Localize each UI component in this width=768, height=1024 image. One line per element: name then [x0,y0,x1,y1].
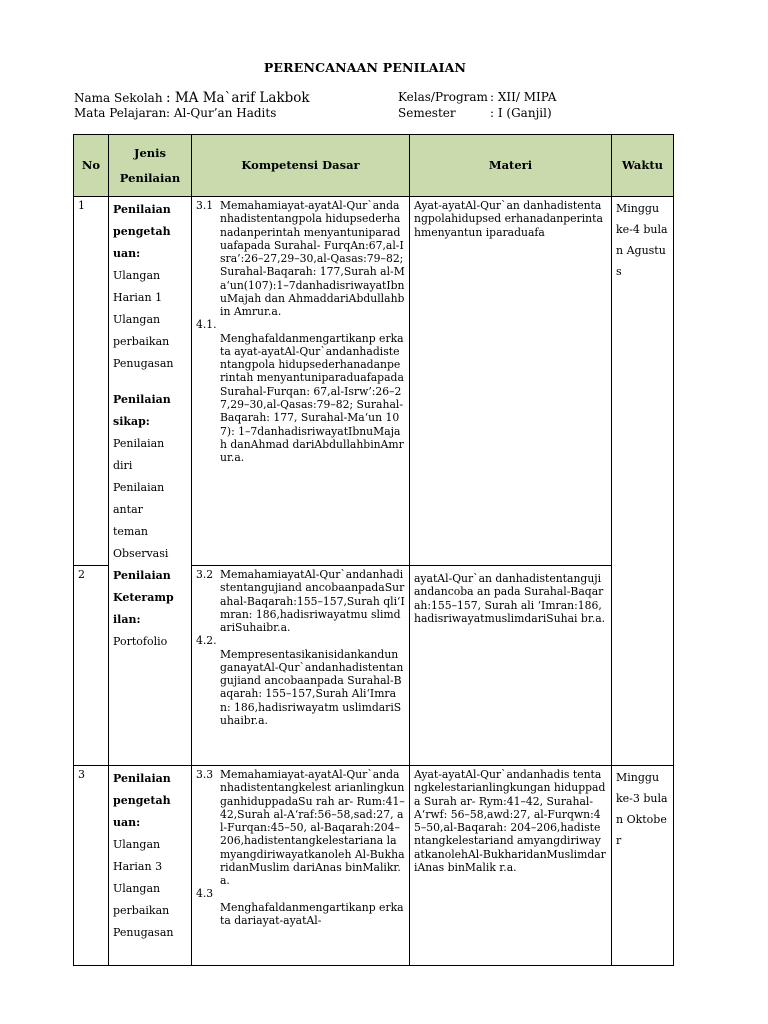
materi-cell: ayatAl-Qur`an danhadistentangujiandancoba an pada Surahal-Baqarah:155–157, Surah ali ‘Imran:186, hadisriwayatmuslimdariSuhai br.a. [410,566,612,766]
kd-text: Menghafaldanmengartikanp erkata ayat-ayatAl-Qur`andanhadistentangpola hidupsederhanadanperintah menyantuniparaduafapada Surahal-Furqan: 67,al-Isrw’:26–27,29–30,al-Qasas:79–82; Surahal-Baqarah: 177, Surahal-Ma‘un 107): 1–7danhadisriwayatIbnuMajah danAhmad dariAbdullahbinAmrur.a. [220,331,404,465]
jenis-line: diri [113,459,133,472]
table-row [74,766,674,966]
kelas-label: Kelas/Program [398,90,488,104]
jenis-line: uan: [113,816,141,829]
jenis-line: Ulangan [113,313,161,326]
semester-value: : I (Ganjil) [490,106,552,120]
nama-sekolah-label: Nama Sekolah [74,91,163,105]
jenis-line: Ulangan [113,882,161,895]
jenis-line: Portofolio [113,635,168,648]
assessment-table [73,134,674,966]
kd-text: Memahamiayat-ayatAl-Qur`andanhadistentangkelest arianlingkunganhiduppadaSu rah ar- Rum:41–42,Surah al-A‘raf:56–58,sad:27, al-Furqan:45–50, al-Baqarah:204–206,hadistentangkelestariana lamyangdiriwayatkanoleh Al-BukharidanMuslim dariAnas binMalikr.a. [220,768,405,888]
kd-number: 3.3 [196,768,214,781]
jenis-line: Ulangan [113,838,161,851]
jenis-line: ilan: [113,613,141,626]
row-number: 1 [74,197,109,566]
kompetensi-dasar-cell [192,766,410,966]
table-header-row [74,135,674,197]
kompetensi-dasar-cell [192,566,410,766]
header-waktu: Waktu [612,135,674,197]
nama-sekolah-value: : MA Ma`arif Lakbok [166,90,310,106]
jenis-line: Penilaian [113,481,165,494]
jenis-line: uan: [113,247,141,260]
jenis-line: Keteramp [113,591,174,604]
document-title: PERENCANAAN PENILAIAN [263,60,467,75]
mata-pelajaran-value: : Al-Qur’an Hadits [166,106,277,120]
header-no: No [74,135,109,197]
kd-text: Menghafaldanmengartikanp erkata dariayat-ayatAl- [220,900,404,927]
jenis-line: perbaikan [113,335,170,348]
kd-number: 4.2. [196,634,217,648]
kelas-value: : XII/ MIPA [490,90,557,104]
jenis-line: Penilaian [113,393,171,406]
jenis-line: Harian 3 [113,860,163,873]
table-row [74,197,674,566]
row-number: 2 [74,566,109,766]
jenis-line: teman [113,525,149,538]
jenis-penilaian-cell [109,197,192,766]
jenis-line: sikap: [113,415,150,428]
kd-text: MempresentasikanisidankandunganayatAl-Qur`andanhadistentangujiand ancobaanpada Surahal-Baqarah: 155–157,Surah Ali‘Imran: 186,hadisriwayatm uslimdariSuhaibr.a. [220,647,404,727]
kelas-row [398,90,556,104]
semester-label: Semester [398,106,456,120]
jenis-line: Penilaian [113,772,171,785]
jenis-line: Penugasan [113,926,174,939]
kd-number: 4.1. [196,318,217,332]
jenis-line: Penugasan [113,357,174,370]
kd-number: 3.1 [196,199,214,212]
mata-pelajaran-label: Mata Pelajaran [74,106,167,120]
kompetensi-dasar-cell [192,197,410,566]
nama-sekolah-row [74,90,310,106]
header-kompetensi-dasar: Kompetensi Dasar [192,135,410,197]
waktu-cell: Minggu ke-3 bulan Oktober [612,766,674,966]
jenis-line: Ulangan [113,269,161,282]
row-number: 3 [74,766,109,966]
kd-number: 4.3 [196,887,214,901]
kd-text: MemahamiayatAl-Qur`andanhadistentangujiand ancobaanpadaSurahal-Baqarah:155–157,Surah qli‘Imran: 186,hadisriwayatmu slimdariSuhaibr.a. [220,568,405,635]
materi-cell: Ayat-ayatAl-Qur`andanhadis tentangkelestarianlingkungan hiduppada Surah ar- Rym:41–42, Surahal-A‘rwf: 56–58,awd:27, al-Furqwn:45–50,al-Baqarah: 204–206,hadistentangkelestariand amyangdiriwayatkanolehAl-BukharidanMuslimdariAnas binMalik r.a. [410,766,612,966]
header-materi: Materi [410,135,612,197]
kd-number: 3.2 [196,568,214,581]
jenis-line: perbaikan [113,904,170,917]
materi-cell: Ayat-ayatAl-Qur`an danhadistentangpolahidupsed erhanadanperintahmenyantun iparaduafa [410,197,612,566]
kd-text: Memahamiayat-ayatAl-Qur`andanhadistentangpola hidupsederhanadanperintah menyantuniparaduafapada Surahal- FurqAn:67,al-Isra’:26–27,29–30,al-Qasas:79–82;Surahal-Baqarah: 177,Surah al-Ma‘un(107):1–7danhadisriwayatIbnuMajah dan AhmaddariAbdullahbin Amrur.a. [220,199,405,319]
jenis-penilaian-cell [109,766,192,966]
mata-pelajaran-row [74,106,276,120]
jenis-line: antar [113,503,143,516]
jenis-line: Harian 1 [113,291,163,304]
jenis-line: Penilaian [113,203,171,216]
jenis-line: pengetah [113,794,171,807]
waktu-cell: Minggu ke-4 bulan Agustus [612,197,674,766]
header-jenis-penilaian: Jenis Penilaian [109,135,192,197]
semester-row [398,106,552,120]
jenis-line: Observasi [113,547,169,560]
jenis-line: Penilaian [113,437,165,450]
jenis-line: Penilaian [113,569,171,582]
jenis-line: pengetah [113,225,171,238]
